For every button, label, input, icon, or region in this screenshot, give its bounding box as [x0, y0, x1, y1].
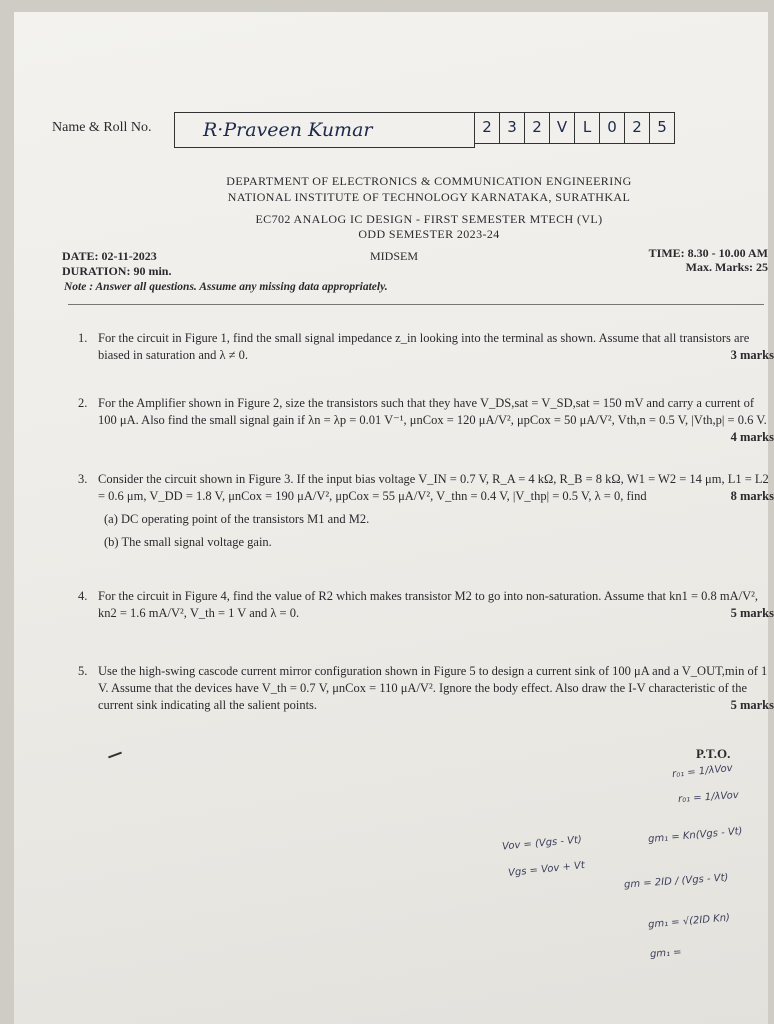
handwritten-note: gm = 2ID / (Vgs - Vt) — [623, 872, 729, 891]
course-heading: EC702 ANALOG IC DESIGN - FIRST SEMESTER MTECH (VL) — [255, 212, 603, 226]
question-text: For the Amplifier shown in Figure 2, size the transistors such that they have V_DS,sat = V_SD,sat = 150 mV and carry a current of 100 μA. Also find the small signal gain if λn = λp = 0.01 V⁻¹, μnCox = 120 μA/V², μpCox = 50 μA/V², Vth,n = 0.5 V, |Vth,p| = 0.6 V. — [98, 396, 767, 427]
question-1 — [78, 330, 774, 364]
handwritten-note: gm₁ = — [649, 946, 683, 961]
exam-paper — [14, 12, 774, 1024]
handwritten-note: gm₁ = Kn(Vgs - Vt) — [647, 825, 743, 846]
handwritten-note: Vgs = Vov + Vt — [507, 860, 586, 879]
exam-note: Note : Answer all questions. Assume any missing data appropriately. — [64, 281, 388, 293]
question-number: 1. — [78, 331, 88, 345]
question-part-a: (a) DC operating point of the transistors M1 and M2. — [104, 512, 370, 526]
pto-label: P.T.O. — [696, 746, 731, 761]
max-marks: Max. Marks: 25 — [685, 260, 768, 274]
question-text: Consider the circuit shown in Figure 3. If the input bias voltage V_IN = 0.7 V, R_A = 4 kΩ, R_B = 8 kΩ, W1 = W2 = 14 μm, L1 = L2 = 0.6 μm, V_DD = 1.8 V, μnCox = 190 μA/V², μpCox = 55 μA/V², V_thn = 0.4 V, |V_thp| = 0.5 V, λ = 0, find — [98, 472, 769, 503]
roll-digit: 2 — [474, 112, 500, 144]
question-3 — [78, 471, 774, 551]
header-divider — [68, 304, 764, 305]
question-text: For the circuit in Figure 1, find the small signal impedance z_in looking into the terminal as shown. Assume that all transistors are biased in saturation and λ ≠ 0. — [98, 331, 750, 362]
exam-duration: DURATION: 90 min. — [62, 264, 172, 278]
roll-digit: 0 — [599, 112, 625, 144]
roll-digit: 2 — [524, 112, 550, 144]
roll-digit: L — [574, 112, 600, 144]
exam-type: MIDSEM — [370, 249, 419, 263]
question-number: 2. — [78, 396, 88, 410]
exam-date: DATE: 02-11-2023 — [62, 249, 157, 263]
question-number: 5. — [78, 664, 88, 678]
roll-digit: V — [549, 112, 575, 144]
roll-number-boxes — [475, 112, 675, 148]
question-marks: 5 marks — [730, 698, 774, 712]
question-number: 4. — [78, 589, 88, 603]
question-2 — [78, 395, 774, 446]
question-part-b: (b) The small signal voltage gain. — [104, 535, 272, 549]
question-marks: 3 marks — [730, 348, 774, 362]
handwritten-note: Vov = (Vgs - Vt) — [501, 834, 583, 853]
department-heading: DEPARTMENT OF ELECTRONICS & COMMUNICATION ENGINEERING — [226, 174, 632, 188]
exam-time: TIME: 8.30 - 10.00 AM — [648, 246, 768, 260]
roll-digit: 5 — [649, 112, 675, 144]
roll-digit: 2 — [624, 112, 650, 144]
question-5 — [78, 663, 774, 714]
name-roll-label: Name & Roll No. — [52, 120, 152, 135]
semester-heading: ODD SEMESTER 2023-24 — [358, 227, 500, 241]
institute-heading: NATIONAL INSTITUTE OF TECHNOLOGY KARNATAKA, SURATHKAL — [227, 190, 631, 204]
question-number: 3. — [78, 472, 88, 486]
question-marks: 4 marks — [730, 430, 774, 444]
roll-digit: 3 — [499, 112, 525, 144]
handwritten-note: r₀₁ = 1/λVov — [677, 789, 740, 806]
question-text: Use the high-swing cascode current mirror configuration shown in Figure 5 to design a current sink of 100 μA and a V_OUT,min of 1 V. Assume that the devices have V_th = 0.7 V, μnCox = 110 μA/V². Ignore the body effect. Also draw the I-V characteristic of the current sink indicating all the salient points. — [98, 664, 768, 712]
handwritten-note: gm₁ = √(2ID Kn) — [647, 912, 731, 931]
question-marks: 8 marks — [730, 489, 774, 503]
pen-mark — [108, 752, 122, 759]
question-marks: 5 marks — [730, 606, 774, 620]
question-text: For the circuit in Figure 4, find the value of R2 which makes transistor M2 to go into non-saturation. Assume that kn1 = 0.8 mA/V², kn2 = 1.6 mA/V², V_th = 1 V and λ = 0. — [98, 589, 759, 620]
name-field: R·Praveen Kumar — [174, 112, 475, 148]
handwritten-note: r₀₁ = 1/λVov — [671, 762, 734, 781]
question-4 — [78, 588, 774, 622]
